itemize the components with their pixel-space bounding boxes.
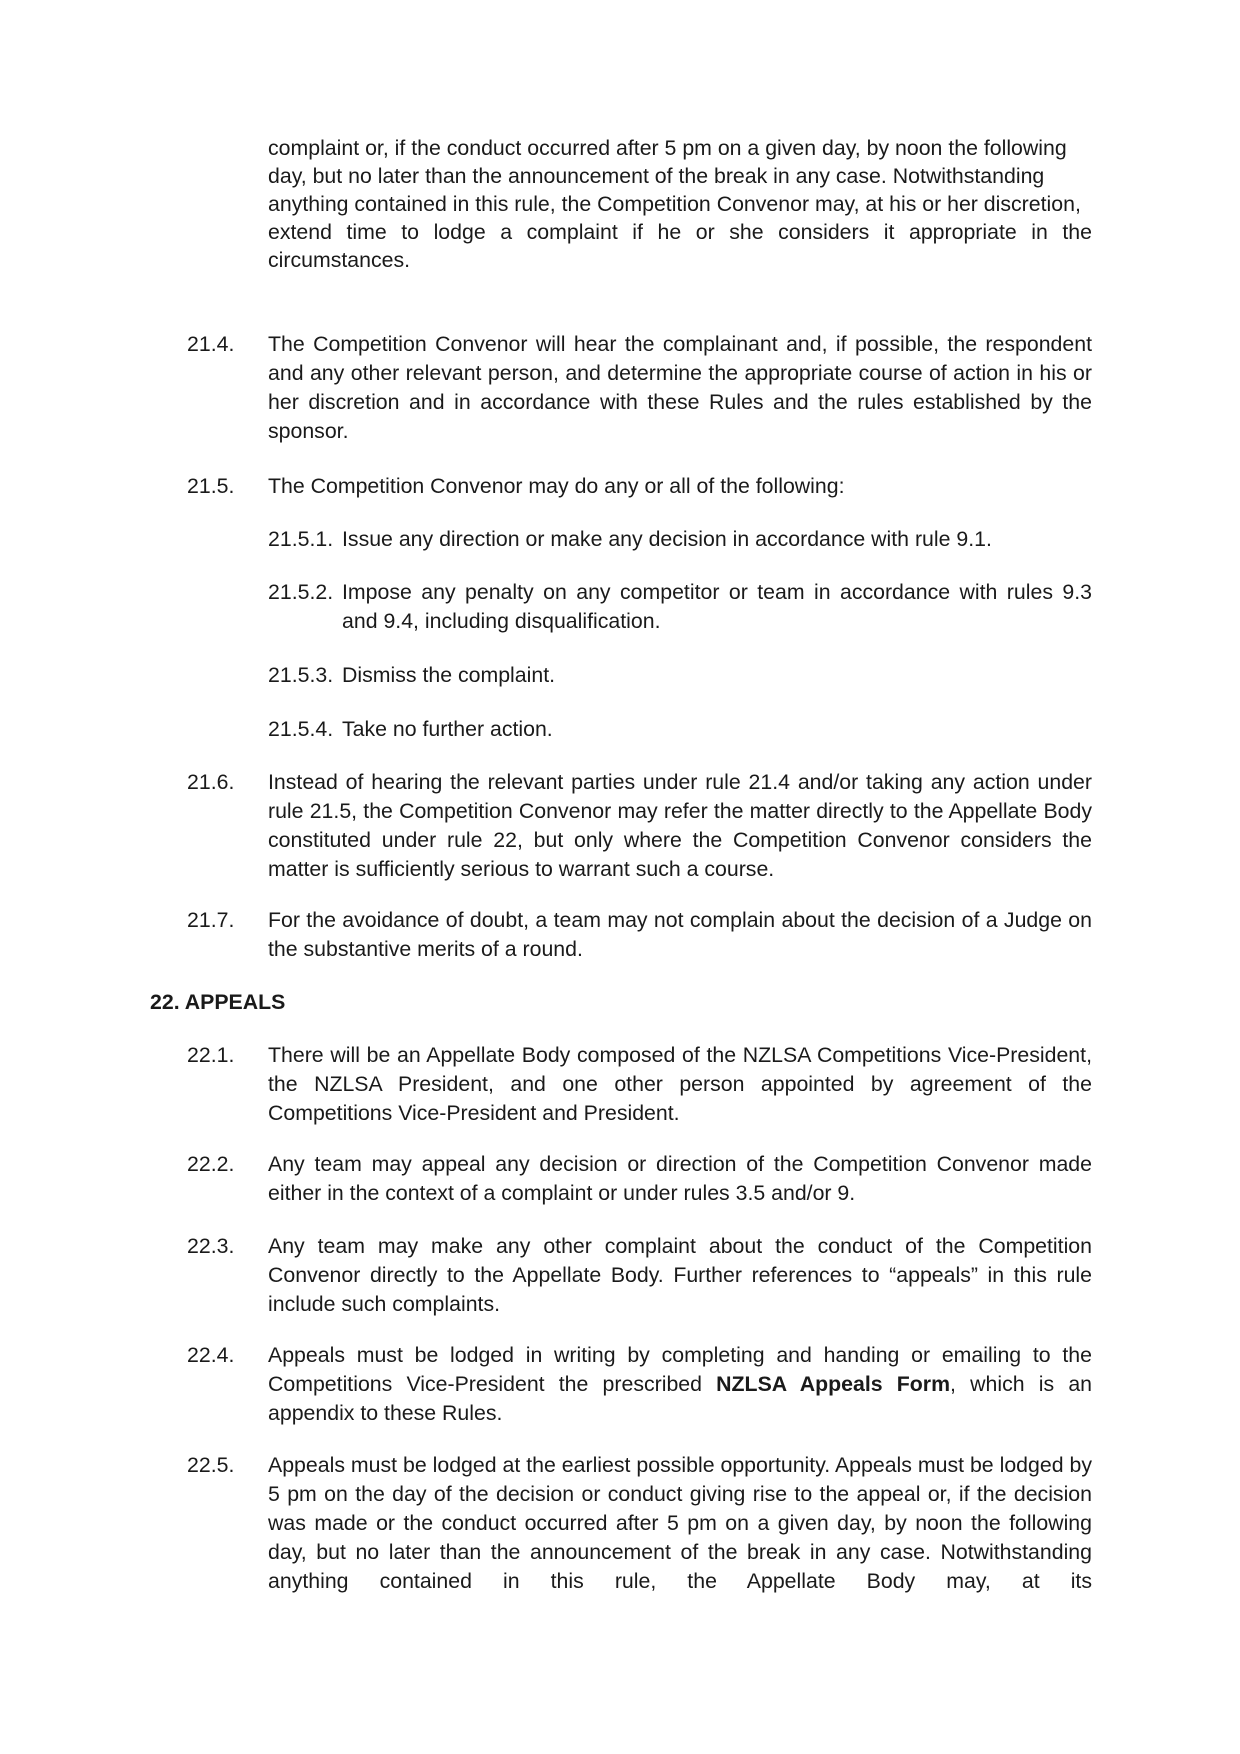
rule-text-after: , which is an appendix to these Rules. (268, 1372, 1093, 1425)
rule-text: Any team may make any other complaint about the conduct of the Competition Convenor directly to the Appellate Body. Further references to “appeals” in this rule include such complaints. (268, 1234, 1092, 1316)
rule-text: The Competition Convenor may do any or all of the following: (268, 474, 845, 498)
rule-text: There will be an Appellate Body composed of the NZLSA Competitions Vice-President, the NZLSA President, and one other person appointed by agreement of the Competitions Vice-President and President. (268, 1043, 1092, 1125)
rule-text: Instead of hearing the relevant parties under rule 21.4 and/or taking any action under rule 21.5, the Competition Convenor may refer the matter directly to the Appellate Body constituted under rule 22, but only where the Competition Convenor considers the matter is sufficiently serious to warrant such a course. (268, 770, 1092, 881)
subrule-text-line-2: and 9.4, including disqualification. (342, 609, 661, 633)
subrule-text: Dismiss the complaint. (342, 663, 556, 687)
subrule-number: 21.5.2. (268, 580, 334, 604)
subrule-number: 21.5.3. (268, 663, 334, 687)
subrule-number: 21.5.4. (268, 717, 334, 741)
rule-text: For the avoidance of doubt, a team may not complain about the decision of a Judge on the substantive merits of a round. (268, 908, 1092, 961)
rule-text-before: Appeals must be lodged in writing by completing and handing or emailing to the Competitions Vice-President the prescribed (268, 1343, 1092, 1396)
subrule-text: Issue any direction or make any decision in accordance with rule 9.1. (342, 527, 992, 551)
rule-number: 21.5. (187, 474, 235, 498)
rule-text (268, 1341, 1092, 1428)
rule-number: 22.2. (187, 1152, 235, 1176)
section-heading: 22. APPEALS (150, 990, 286, 1014)
intro-line-4: extend time to lodge a complaint if he or she considers it appropriate in the (268, 220, 1092, 244)
intro-line-5: circumstances. (268, 248, 411, 272)
appeals-form-name: NZLSA Appeals Form (716, 1372, 951, 1396)
rule-text: Appeals must be lodged at the earliest possible opportunity. Appeals must be lodged by 5 pm on the day of the decision or conduct giving rise to the appeal or, if the decision was made or the conduct occurred after 5 pm on a given day, by noon the following day, but no later than the announcement of the break in any case. Notwithstanding anything contained in this rule, the Appellate Body may, at its (268, 1453, 1092, 1593)
intro-line-1: complaint or, if the conduct occurred after 5 pm on a given day, by noon the following (268, 136, 1067, 160)
rule-number: 21.6. (187, 770, 235, 794)
rule-number: 22.4. (187, 1343, 235, 1367)
rule-text: Any team may appeal any decision or direction of the Competition Convenor made either in the context of a complaint or under rules 3.5 and/or 9. (268, 1152, 1092, 1205)
rule-number: 22.3. (187, 1234, 235, 1258)
subrule-text-line-1: Impose any penalty on any competitor or team in accordance with rules 9.3 (342, 580, 1092, 604)
rule-text: The Competition Convenor will hear the complainant and, if possible, the respondent and any other relevant person, and determine the appropriate course of action in his or her discretion and in accordance with these Rules and the rules established by the sponsor. (268, 332, 1092, 443)
intro-line-3: anything contained in this rule, the Competition Convenor may, at his or her discretion, (268, 192, 1081, 216)
rule-number: 22.5. (187, 1453, 235, 1477)
rule-number: 21.4. (187, 332, 235, 356)
rule-number: 21.7. (187, 908, 235, 932)
subrule-number: 21.5.1. (268, 527, 334, 551)
intro-line-2: day, but no later than the announcement of the break in any case. Notwithstanding (268, 164, 1045, 188)
rule-number: 22.1. (187, 1043, 235, 1067)
subrule-text: Take no further action. (342, 717, 553, 741)
